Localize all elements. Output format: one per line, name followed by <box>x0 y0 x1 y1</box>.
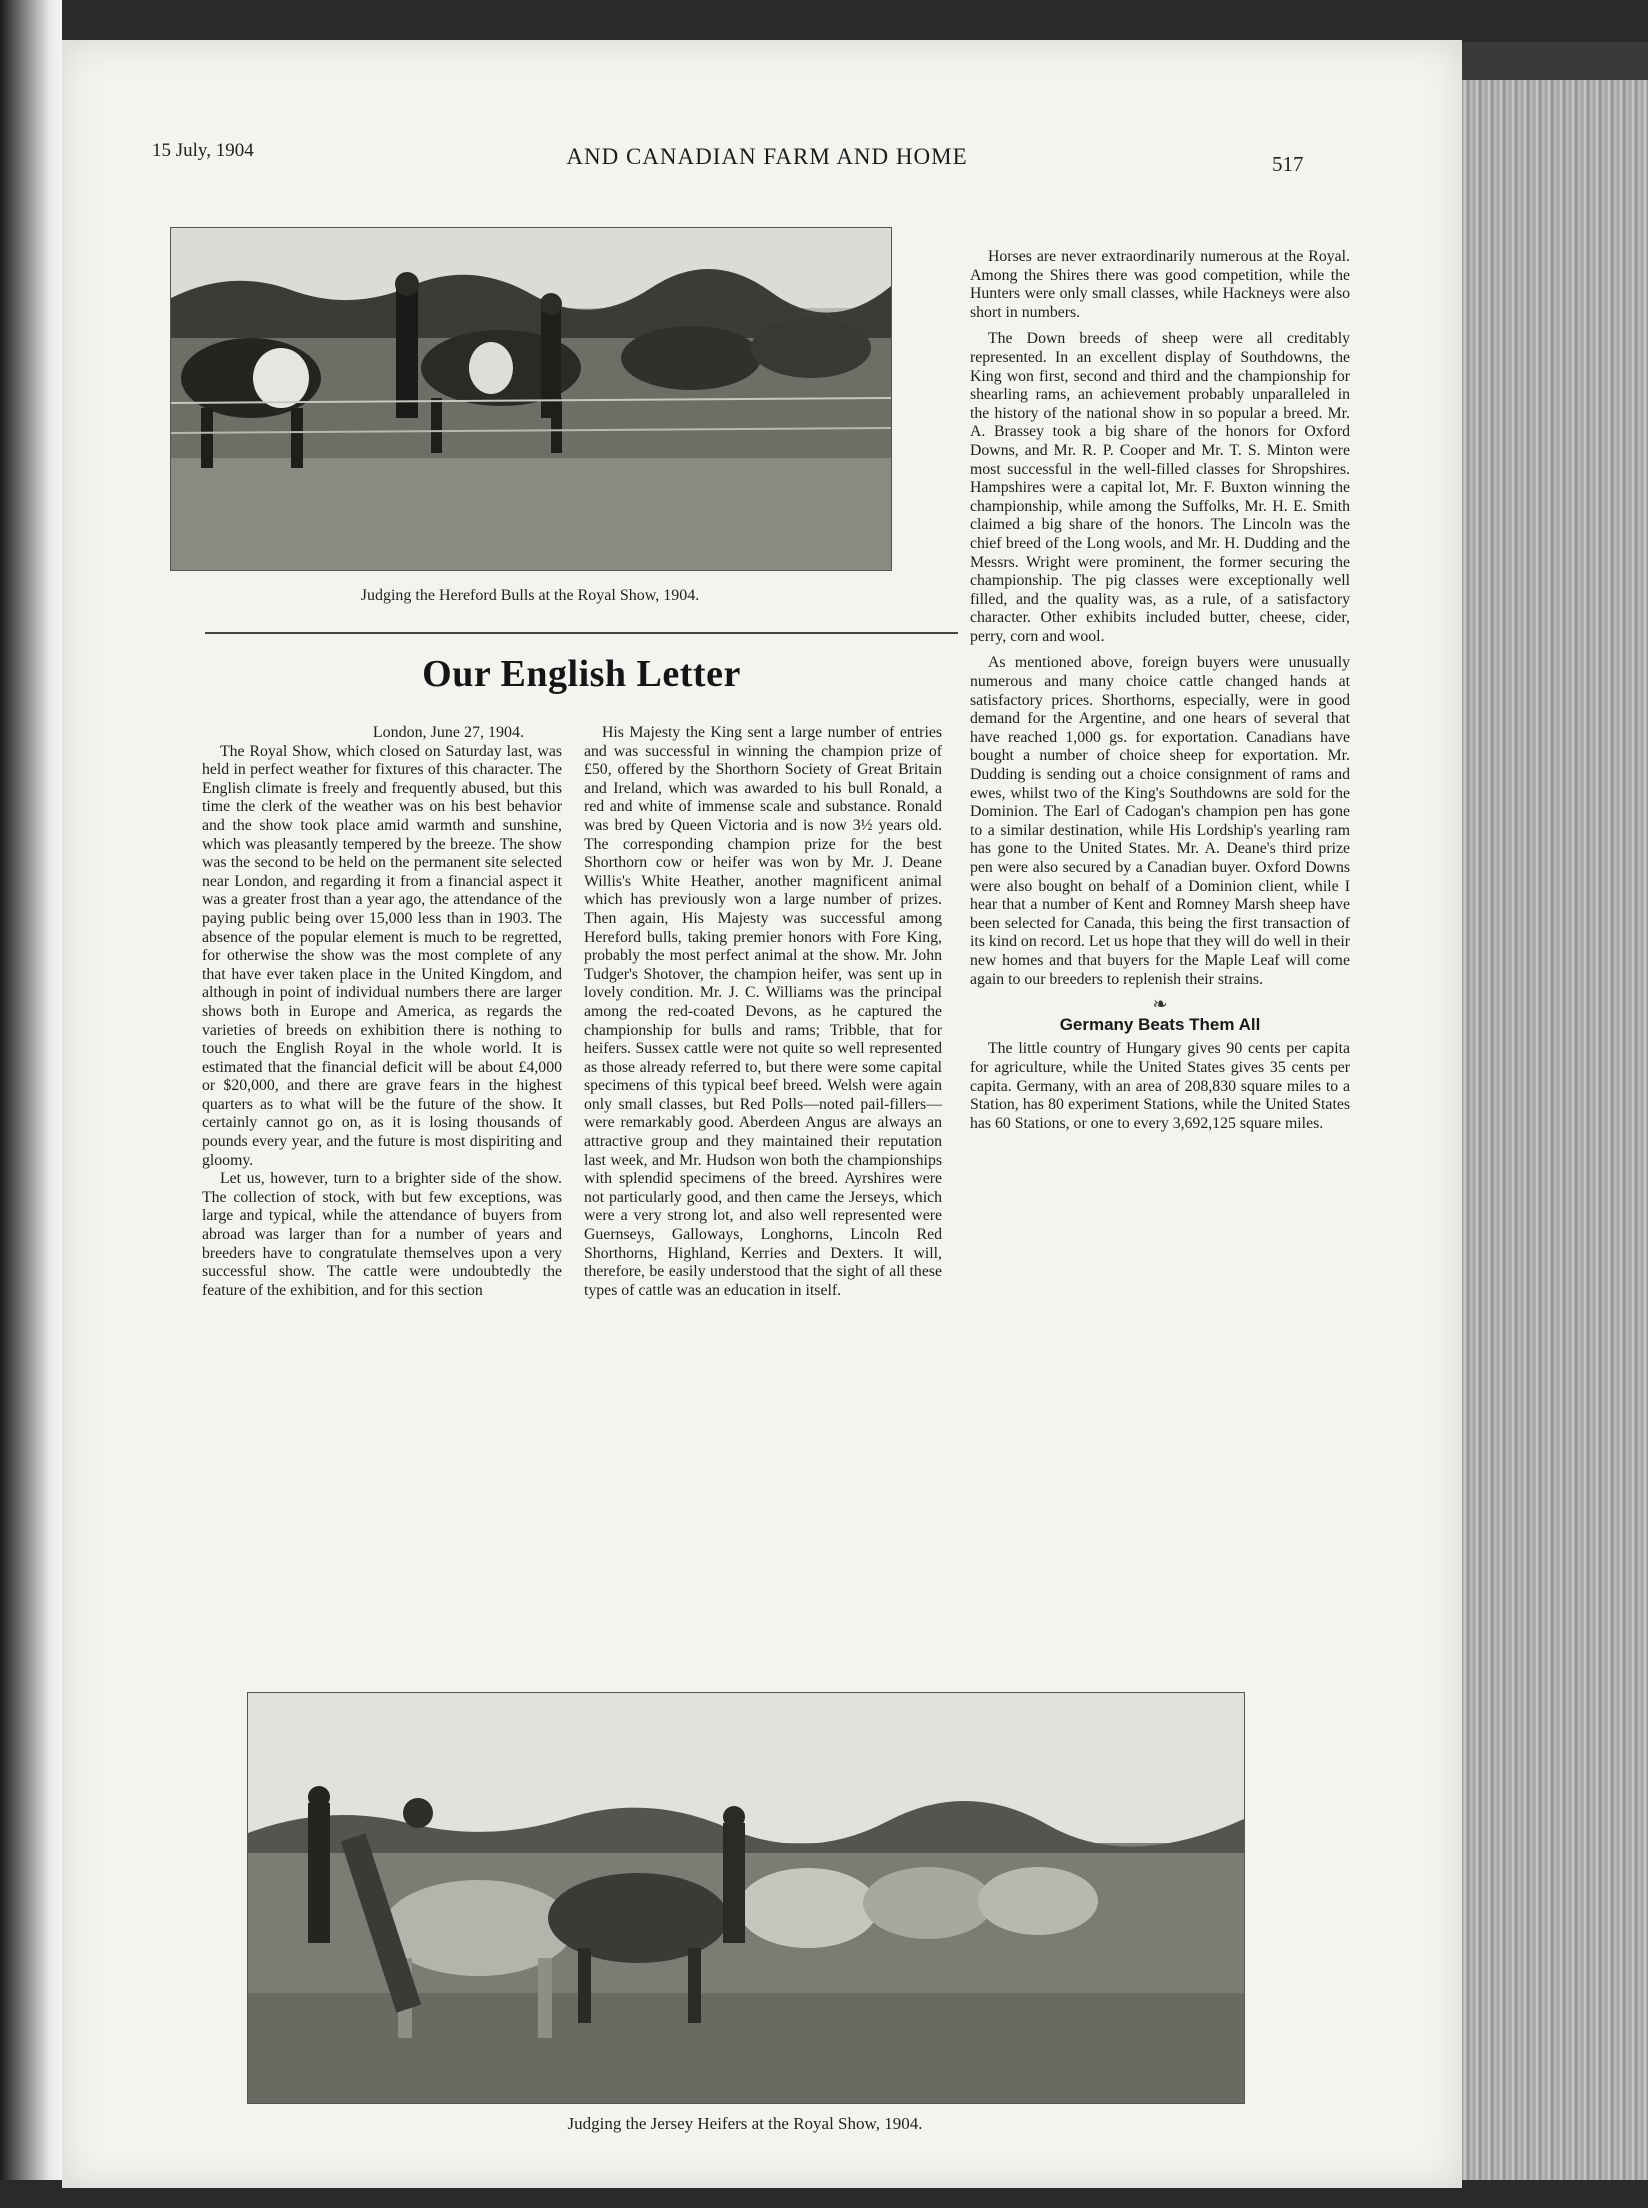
running-title: AND CANADIAN FARM AND HOME <box>566 144 968 169</box>
issue-date: 15 July, 1904 <box>152 140 254 161</box>
section-divider <box>205 632 958 634</box>
article-column-2 <box>584 724 942 1300</box>
sidebar-heading: Germany Beats Them All <box>1059 1014 1261 1034</box>
jersey-photo-caption: Judging the Jersey Heifers at the Royal Show, 1904. <box>567 2114 923 2133</box>
magazine-page <box>62 40 1462 2188</box>
article-paragraph: Horses are never extraordinarily numerous at the Royal. Among the Shires there was good competition, while the Hunters were only small classes, while Hackneys were also short in numbers. <box>970 248 1350 321</box>
jersey-heifers-photo <box>247 1692 1245 2104</box>
scan-top-border <box>0 0 1648 42</box>
article-paragraph: His Majesty the King sent a large number of entries and was successful in winning the champion prize of £50, offered by the Shorthorn Society of Great Britain and Ireland, which was awarded to his bull Ronald, a red and white of immense scale and substance. Ronald was bred by Queen Victoria and is now 3½ years old. The corresponding champion prize for the best Shorthorn cow or heifer was won by Mr. J. Deane Willis's White Heather, another magnificent animal which has previously won a large number of prizes. Then again, His Majesty was successful among Hereford bulls, taking premier honors with Fore King, probably the most perfect animal at the show. Mr. John Tudger's Shotover, the champion heifer, was sent up in lovely condition. Mr. J. C. Williams was the principal among the red-coated Devons, as he captured the championship for bulls and rams; Tribble, that for heifers. Sussex cattle were not quite so well represented as those already referred to, but there were some capital specimens of this typical beef breed. Welsh were again only small classes, but Red Polls—noted pail-fillers—were remarkably good. Aberdeen Angus are always an attractive group and they maintained their reputation last week, and Mr. Hudson won both the championships with splendid specimens of the breed. Ayrshires were not particularly good, and then came the Jerseys, which were a very strong lot, and also well represented were Guernseys, Galloways, Longhorns, Lincoln Red Shorthorns, Highland, Kerries and Dexters. It will, therefore, be easily understood that the sight of all these types of cattle was an education in itself. <box>584 724 942 1299</box>
sidebar-paragraph: The little country of Hungary gives 90 cents per capita for agriculture, while the United States gives 35 cents per capita. Germany, with an area of 208,830 square miles to a Station, has 80 experiment Stations, while the United States has 60 Stations, or one to every 3,692,125 square miles. <box>970 1040 1350 1132</box>
article-paragraph: The Royal Show, which closed on Saturday last, was held in perfect weather for fixtures of this character. The English climate is freely and frequently abused, but this time the clerk of the weather was on his best behavior and the show took place amid warmth and sunshine, which was pleasantly tempered by the breeze. The show was the second to be held on the permanent site selected near London, and regarding it from a financial aspect it was a greater frost than a year ago, the attendance of the paying public being over 15,000 less than in 1903. The absence of the popular element is much to be regretted, for otherwise the show was the most complete of any that have ever taken place in the United Kingdom, and although in point of individual numbers there are larger shows both in Europe and America, as regards the varieties of breeds on exhibition there is nothing to touch the English Royal in the whole world. It is estimated that the financial deficit will be about £4,000 or $20,000, and there are grave fears in the highest quarters as to what will be the future of the show. It certainly cannot go on, as it is losing thousands of pounds every year, and the future is most dispiriting and gloomy. <box>202 742 562 1169</box>
article-title: Our English Letter <box>422 653 741 695</box>
hereford-photo-caption: Judging the Hereford Bulls at the Royal Show, 1904. <box>360 587 700 604</box>
facing-page-edge <box>0 0 62 2208</box>
book-page-edges <box>1462 80 1648 2180</box>
page-number: 517 <box>1272 152 1304 176</box>
article-dateline: London, June 27, 1904. <box>372 724 524 741</box>
jersey-photo-illustration <box>248 1693 1244 2103</box>
article-paragraph: As mentioned above, foreign buyers were unusually numerous and many choice cattle changed hands at satisfactory prices. Shorthorns, especially, were in good demand for the Argentine, and one hears of several that have reached 1,000 gs. for exportation. Canadians have bought a number of choice sheep for exportation. Mr. Dudding is sending out a choice consignment of rams and ewes, whilst two of the King's Southdowns are sold for the Dominion. The Earl of Cadogan's champion pen has gone to a similar destination, while His Lordship's yearling ram has gone to the United States. Mr. A. Deane's third prize pen were also secured by a Canadian buyer. Oxford Downs were also bought on behalf of a Dominion client, while I hear that a number of Kent and Romney Marsh sheep have been selected for Canada, this being the first transaction of its kind on record. Let us hope that they will do well in their new homes and that buyers for the Maple Leaf will come again to our breeders to replenish their strains. <box>970 654 1350 988</box>
article-paragraph: Let us, however, turn to a brighter side of the show. The collection of stock, with but few exceptions, was large and typical, while the attendance of buyers from abroad was larger than for a number of years and breeders have to congratulate themselves upon a very successful show. The cattle were undoubtedly the feature of the exhibition, and for this section <box>202 1170 562 1299</box>
article-column-3 <box>970 248 1350 1133</box>
hereford-photo-illustration <box>171 228 891 570</box>
section-ornament: ❧ <box>1152 994 1168 1015</box>
article-column-1 <box>202 724 562 1300</box>
article-paragraph: The Down breeds of sheep were all creditably represented. In an excellent display of Southdowns, the King won first, second and third and the championship for shearling rams, an achievement probably unparalleled in the history of the national show in so popular a breed. Mr. A. Brassey took a big share of the honors for Oxford Downs, and Mr. R. P. Cooper and Mr. T. S. Minton were most successful in the well-filled classes for Shropshires. Hampshires were a capital lot, Mr. F. Buxton winning the championship, while among the Suffolks, Mr. H. E. Smith claimed a big share of the honors. The Lincoln was the chief breed of the Long wools, and Mr. H. Dudding and the Messrs. Wright were prominent, the former securing the championship. The pig classes were exceptionally well filled, and the quality was, as a rule, of a satisfactory character. Other exhibits included butter, cheese, cider, perry, corn and wool. <box>970 330 1350 645</box>
hereford-bulls-photo <box>170 227 892 571</box>
